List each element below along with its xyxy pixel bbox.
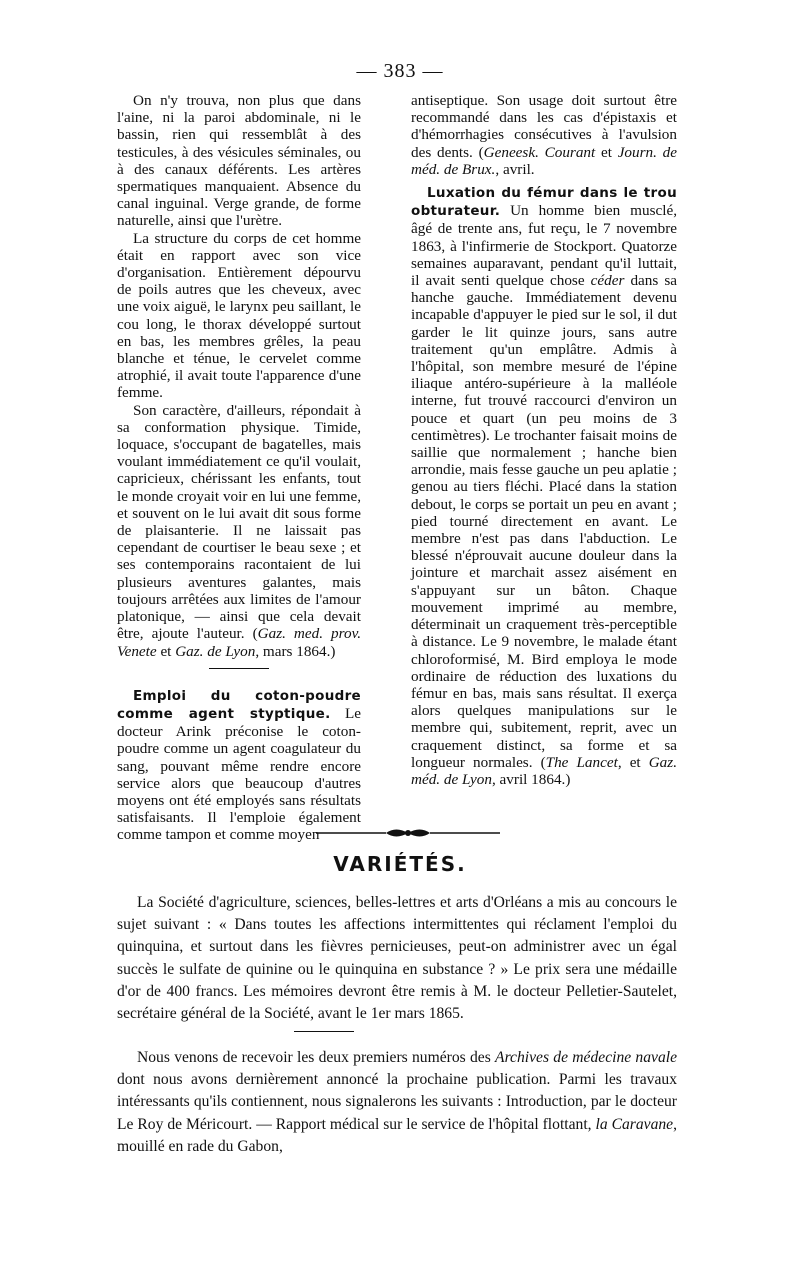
left-paragraph-3: Son caractère, d'ailleurs, répondait à sa conformation physique. Timide, loquace, s'occupant de bagatelles, mais voulant immédiatement ce qu'il voulait, capricieux, chérissant les enfants, tout le monde croyait voir en lui une femme, et souvent on le lui avait dit sous forme de plaisanterie. Il ne laissait pas cependant de courtiser le beau sexe ; et ses contemporains racontaient de lui plusieurs aventures galantes, mais toujours arrêtées aux limites de l'amour platonique, — ainsi que cela devait être, ajoute l'auteur. (Gaz. med. prov. Venete et Gaz. de Lyon, mars 1864.) xyxy=(117,401,361,660)
right-paragraph-1: antiseptique. Son usage doit surtout être recommandé dans les cas d'épistaxis et d'hémorrhagies consécutives à l'avulsion des dents. (Geneesk. Courant et Journ. de méd. de Brux., avril. xyxy=(411,92,677,178)
varietes-heading: VARIÉTÉS. xyxy=(333,852,467,876)
varietes-paragraph-2: Nous venons de recevoir les deux premiers numéros des Archives de médecine navale dont nous avons dernièrement annoncé la prochaine publication. Parmi les travaux intéressants qu'ils contiennent, nous signalerons les suivants : Introduction, par le docteur Le Roy de Méricourt. — Rapport médical sur le service de l'hôpital flottant, la Caravane, mouillé en rade du Gabon, xyxy=(117,1049,677,1155)
right-section-paragraph: Luxation du fémur dans le trou obturateur. Un homme bien musclé, âgé de trente ans, fut reçu, le 7 novembre 1863, à l'infirmerie de Stockport. Quatorze semaines auparavant, pendant qu'il luttait, il avait senti quelque chose céder dans sa hanche gauche. Immédiatement devenu incapable d'appuyer le pied sur le sol, il dut garder le lit quinze jours, sans autre traitement qu'un emplâtre. Admis à l'hôpital, son membre mesuré de l'épine iliaque antéro-supérieure à la malléole interne, fut trouvé raccourci d'environ un pouce et quart (un peu moins de 3 centimètres). Le trochanter faisait moins de saillie que normalement ; hanche bien arrondie, mais fesse gauche un peu aplatie ; genou au tiers fléchi. Placé dans la station debout, le corps se portait un peu en avant ; pied tourné directement en avant. Le membre n'est pas dans l'abduction. Le blessé n'éprouvait aucune douleur dans la jointure et marchait assez aisément en s'appuyant sur un bâton. Chaque mouvement imprimé au membre, déterminait un craquement très-perceptible à distance. Le 9 novembre, le malade étant chloroformisé, M. Bird employa le mode ordinaire de réduction des luxations du fémur en bas, mais sans résultat. Il exerça alors quelques manipulations sur le membre qui, subitement, reprit, avec un craquement distinct, sa forme et sa longueur normales. (The Lancet, et Gaz. méd. de Lyon, avril 1864.) xyxy=(411,185,677,788)
ornament-divider xyxy=(316,826,500,840)
section-title-luxation-femur: Luxation du fémur dans le trou obturateur. xyxy=(411,185,677,220)
left-paragraph-2: La structure du corps de cet homme était en rapport avec son vice d'organisation. Entièrement dépourvu de poils autres que les cheveux, avec une voix aiguë, le larynx peu saillant, le cou long, le thorax développé surtout en bas, les membres grêles, la peau blanche et ténue, le cervelet comme atrophié, il avait toute l'apparence d'une femme. xyxy=(117,229,361,402)
right-column xyxy=(411,92,677,788)
section-title-coton-poudre: Emploi du coton-poudre comme agent styptique. xyxy=(117,687,361,722)
varietes-paragraph-1: La Société d'agriculture, sciences, belles-lettres et arts d'Orléans a mis au concours le sujet suivant : « Dans toutes les affections intermittentes qui réclament l'emploi du quinquina, et surtout dans les fièvres pernicieuses, peut-on administrer avec un égal succès le sulfate de quinine ou le quinquina en substance ? » Le prix sera une médaille d'or de 400 francs. Les mémoires devront être remis à M. le docteur Pelletier-Sautelet, secrétaire général de la Société, avant le 1er mars 1865. xyxy=(117,892,677,1040)
left-column xyxy=(117,92,361,844)
paragraph-divider xyxy=(294,1031,354,1032)
section-divider xyxy=(209,668,269,669)
left-paragraph-1: On n'y trouva, non plus que dans l'aine, ni la paroi abdominale, ni le bassin, rien qui ressemblât à des testicules, à des vésicules séminales, ou à des canaux déférents. Les artères spermatiques manquaient. Absence du canal inguinal. Verge grande, de forme naturelle, ainsi que l'urètre. xyxy=(117,92,361,230)
page-number: — 383 — xyxy=(356,60,444,82)
left-section-paragraph: Emploi du coton-poudre comme agent styptique. Le docteur Arink préconise le coton-poudre comme un agent coagulateur du sang, pouvant même rendre encore service alors que beaucoup d'autres moyens ont été employés sans résultats satisfaisants. Il l'emploie également comme tampon et comme moyen xyxy=(117,687,361,844)
